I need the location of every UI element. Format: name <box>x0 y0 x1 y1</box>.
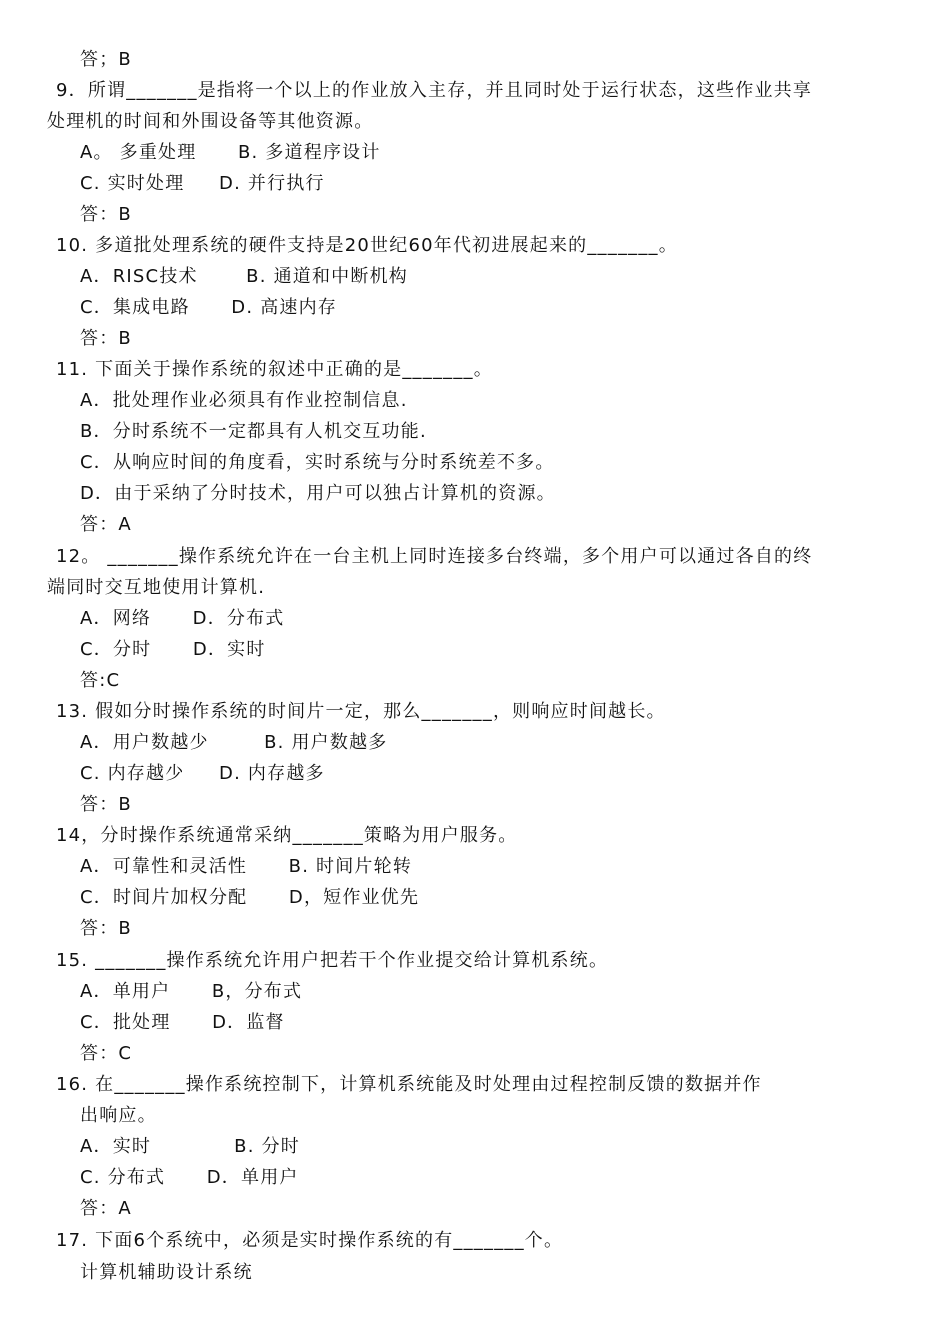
q16-options-cd: C. 分布式 D．单用户 <box>80 1167 299 1188</box>
question-11: 11. 下面关于操作系统的叙述中正确的是_______。 <box>56 359 493 380</box>
answer-q14: 答：B <box>80 918 132 939</box>
question-9: 9．所谓_______是指将一个以上的作业放入主存，并且同时处于运行状态，这些作业共享 <box>56 80 813 101</box>
question-16-cont: 出响应。 <box>80 1105 157 1126</box>
answer-q8: 答；B <box>80 49 132 70</box>
q11-option-a: A．批处理作业必须具有作业控制信息. <box>80 390 408 411</box>
answer-q11: 答：A <box>80 514 132 535</box>
answer-q15: 答：C <box>80 1043 133 1064</box>
q15-options-ab: A．单用户 B，分布式 <box>80 981 303 1002</box>
question-15: 15. _______操作系统允许用户把若干个作业提交给计算机系统。 <box>56 950 609 971</box>
q9-options-cd: C. 实时处理 D. 并行执行 <box>80 173 325 194</box>
q11-option-d: D．由于采纳了分时技术，用户可以独占计算机的资源。 <box>80 483 556 504</box>
question-9-cont: 处理机的时间和外围设备等其他资源。 <box>47 111 374 132</box>
q12-options-ab: A．网络 D．分布式 <box>80 608 285 629</box>
question-12: 12。 _______操作系统允许在一台主机上同时连接多台终端，多个用户可以通过各自的终 <box>56 546 813 567</box>
question-10: 10. 多道批处理系统的硬件支持是20世纪60年代初进展起来的_______。 <box>56 235 678 256</box>
q9-options-ab: A。 多重处理 B. 多道程序设计 <box>80 142 381 163</box>
answer-q16: 答：A <box>80 1198 132 1219</box>
q17-item-1: 计算机辅助设计系统 <box>80 1262 253 1283</box>
q14-options-ab: A．可靠性和灵活性 B. 时间片轮转 <box>80 856 413 877</box>
q12-options-cd: C．分时 D．实时 <box>80 639 266 660</box>
q13-options-ab: A．用户数越少 B. 用户数越多 <box>80 732 388 753</box>
q13-options-cd: C. 内存越少 D. 内存越多 <box>80 763 325 784</box>
question-14: 14，分时操作系统通常采纳_______策略为用户服务。 <box>56 825 518 846</box>
question-16: 16. 在_______操作系统控制下，计算机系统能及时处理由过程控制反馈的数据并作 <box>56 1074 762 1095</box>
answer-q10: 答：B <box>80 328 132 349</box>
answer-q9: 答：B <box>80 204 132 225</box>
q11-option-c: C．从响应时间的角度看，实时系统与分时系统差不多。 <box>80 452 555 473</box>
question-17: 17. 下面6个系统中，必须是实时操作系统的有_______个。 <box>56 1230 564 1251</box>
answer-q12: 答:C <box>80 670 121 691</box>
q16-options-ab: A．实时 B. 分时 <box>80 1136 300 1157</box>
q10-options-cd: C．集成电路 D. 高速内存 <box>80 297 338 318</box>
question-12-cont: 端同时交互地使用计算机. <box>47 577 266 598</box>
q11-option-b: B．分时系统不一定都具有人机交互功能. <box>80 421 427 442</box>
answer-q13: 答：B <box>80 794 132 815</box>
q15-options-cd: C．批处理 D．监督 <box>80 1012 285 1033</box>
question-13: 13. 假如分时操作系统的时间片一定，那么_______，则响应时间越长。 <box>56 701 666 722</box>
q14-options-cd: C．时间片加权分配 D，短作业优先 <box>80 887 420 908</box>
q10-options-ab: A．RISC技术 B. 通道和中断机构 <box>80 266 408 287</box>
